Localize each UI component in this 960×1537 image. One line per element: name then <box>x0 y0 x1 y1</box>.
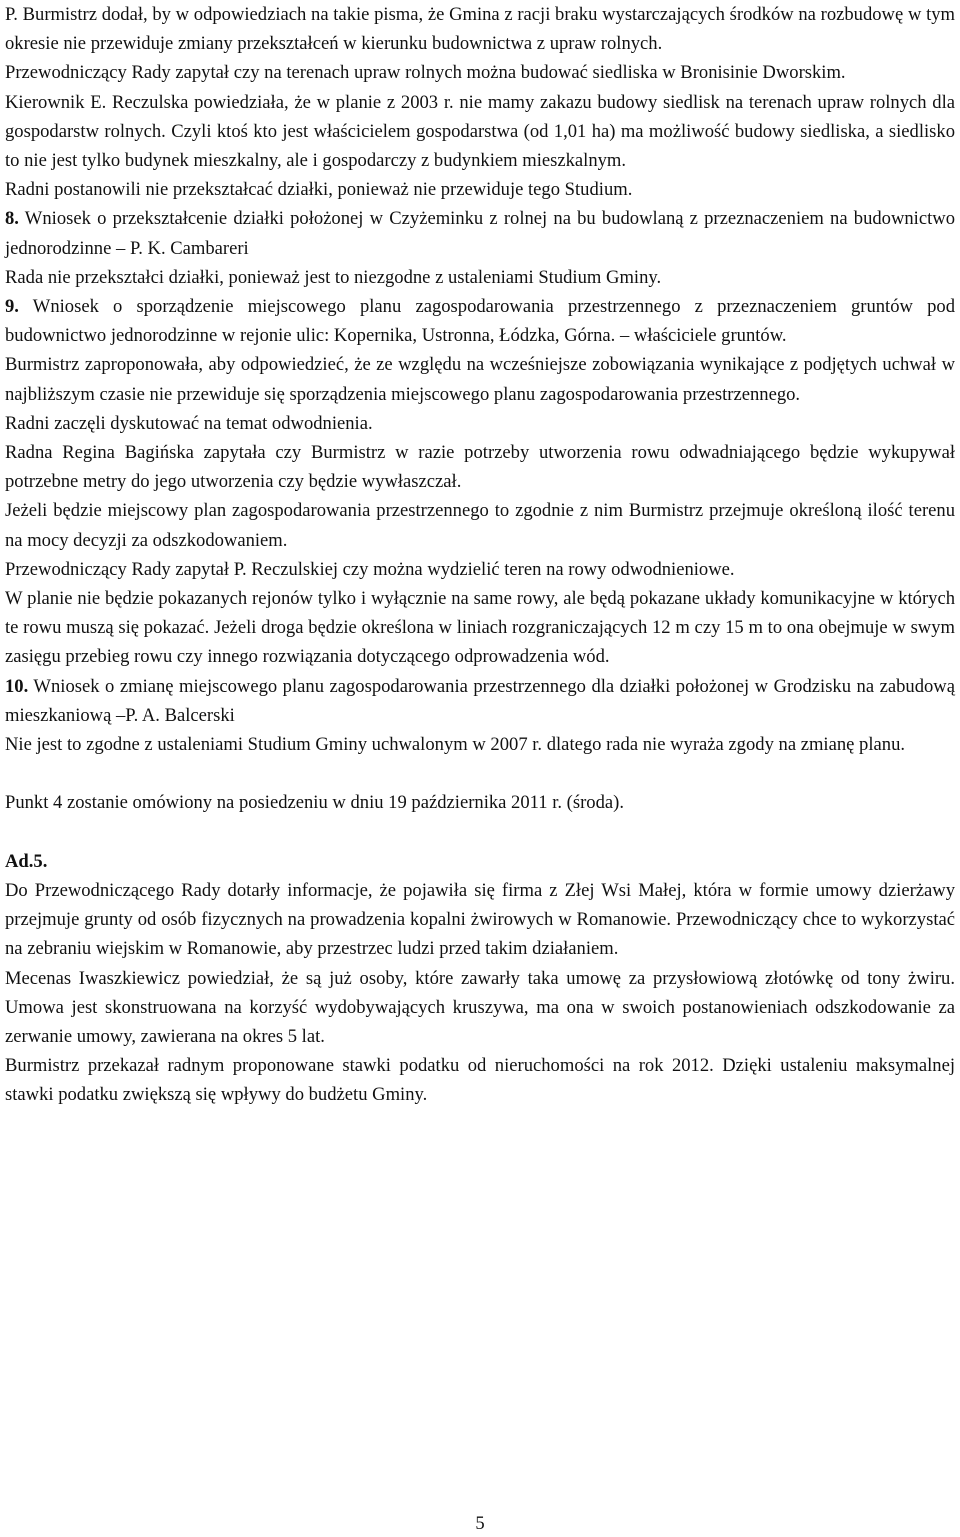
paragraph-burmistrz-response: P. Burmistrz dodał, by w odpowiedziach na takie pisma, że Gmina z racji braku wystarczających środków na rozbudowę w tym okresie nie przewiduje zmiany przekształceń w kierunku budownictwa z upraw rolnych. <box>5 4 955 55</box>
paragraph-chairman-question-bronisin: Przewodniczący Rady zapytał czy na terenach upraw rolnych można budować siedliska w Bronisinie Dworskim. <box>5 62 846 84</box>
paragraph-point-4-postponed: Punkt 4 zostanie omówiony na posiedzeniu w dniu 19 października 2011 r. (środa). <box>5 792 624 814</box>
paragraph-gravel-company-info: Do Przewodniczącego Rady dotarły informacje, że pojawiła się firma z Złej Wsi Małej, która w formie umowy dzierżawy przejmuje grunty od osób fizycznych na prowadzenia kopalni żwirowych w Romanowie. Przewodniczący chce to wykorzystać na zebraniu wiejskim w Romanowie, aby przestrzec ludzi przed takim działaniem. <box>5 880 955 960</box>
paragraph-council-decision-10: Nie jest to zgodne z ustaleniami Studium Gminy uchwalonym w 2007 r. dlatego rada nie wyraża zgody na zmianę planu. <box>5 734 906 756</box>
paragraph-plan-compensation: Jeżeli będzie miejscowy plan zagospodarowania przestrzennego to zgodnie z nim Burmistrz przejmuje określoną ilość terenu na mocy decyzji za odszkodowaniem. <box>5 500 955 551</box>
paragraph-tax-rates: Burmistrz przekazał radnym proponowane stawki podatku od nieruchomości na rok 2012. Dzięki ustaleniu maksymalnej stawki podatku zwiększą się wpływy do budżetu Gminy. <box>5 1055 955 1106</box>
paragraph-drainage-discussion: Radni zaczęli dyskutować na temat odwodnienia. <box>5 412 373 434</box>
document-page <box>5 0 955 1110</box>
paragraph-motion-10 <box>5 672 955 730</box>
paragraph-mecenas-statement: Mecenas Iwaszkiewicz powiedział, że są już osoby, które zawarły taka umowę za przysłowiową złotówkę od tony żwiru. Umowa jest skonstruowana na korzyść wydobywających kruszywa, ma ona w swoich postanowieniach odszkodowanie za zerwanie umowy, zawierana na okres 5 lat. <box>5 967 955 1048</box>
paragraph-burmistrz-proposal: Burmistrz zaproponowała, aby odpowiedzieć, że ze względu na wcześniejsze zobowiązania wynikające z podjętych uchwał w najbliższym czasie nie przewiduje się sporządzenia miejscowego planu zagospodarowania przestrzennego. <box>5 354 955 405</box>
page-number: 5 <box>475 1513 485 1534</box>
section-heading: Ad.5. <box>5 850 48 872</box>
paragraph-motion-8 <box>5 204 955 262</box>
motion-number: 8. <box>5 208 19 230</box>
paragraph-councillors-decision-studium: Radni postanowili nie przekształcać działki, ponieważ nie przewiduje tego Studium. <box>5 179 633 201</box>
blank-line <box>5 818 955 847</box>
paragraph-motion-9 <box>5 292 955 350</box>
paragraph-reczulska-answer: Kierownik E. Reczulska powiedziała, że w planie z 2003 r. nie mamy zakazu budowy siedlisk na terenach upraw rolnych dla gospodarstw rolnych. Czyli ktoś kto jest właścicielem gospodarstwa (od 1,01 ha) ma możliwość budowy siedliska, a siedlisko to nie jest tylko budynek mieszkalny, ale i gospodarczy z budynkiem mieszkalnym. <box>5 91 955 172</box>
paragraph-chairman-question-ditches: Przewodniczący Rady zapytał P. Reczulskiej czy można wydzielić teren na rowy odwodnieniowe. <box>5 558 735 580</box>
paragraph-plan-ditches-answer: W planie nie będzie pokazanych rejonów tylko i wyłącznie na same rowy, ale będą pokazane układy komunikacyjne w których te rowu muszą się pokazać. Jeżeli droga będzie określona w liniach rozgraniczających 12 m czy 15 m to ona obejmuje w swym zasięgu przebieg rowu czy innego rozwiązania dotyczącego odprowadzenia wód. <box>5 588 955 668</box>
motion-number: 9. <box>5 296 19 318</box>
blank-line <box>5 759 955 788</box>
paragraph-baginska-question: Radna Regina Bagińska zapytała czy Burmistrz w razie potrzeby utworzenia rowu odwadniającego będzie wykupywał potrzebne metry do jego utworzenia czy będzie wywłaszczał. <box>5 442 955 493</box>
motion-number: 10. <box>5 675 29 697</box>
motion-text: Wniosek o sporządzenie miejscowego planu zagospodarowania przestrzennego z przeznaczeniem gruntów pod budownictwo jednorodzinne w rejonie ulic: Kopernika, Ustronna, Łódzka, Górna. – właściciele gruntów. <box>5 296 955 347</box>
paragraph-council-decision-8: Rada nie przekształci działki, ponieważ jest to niezgodne z ustaleniami Studium Gminy. <box>5 266 662 288</box>
motion-text: Wniosek o przekształcenie działki położonej w Czyżeminku z rolnej na bu budowlaną z przeznaczeniem na budownictwo jednorodzinne – P. K. Cambareri <box>5 208 955 259</box>
motion-text: Wniosek o zmianę miejscowego planu zagospodarowania przestrzennego dla działki położonej w Grodzisku na zabudową mieszkaniową –P. A. Balcerski <box>5 675 955 726</box>
